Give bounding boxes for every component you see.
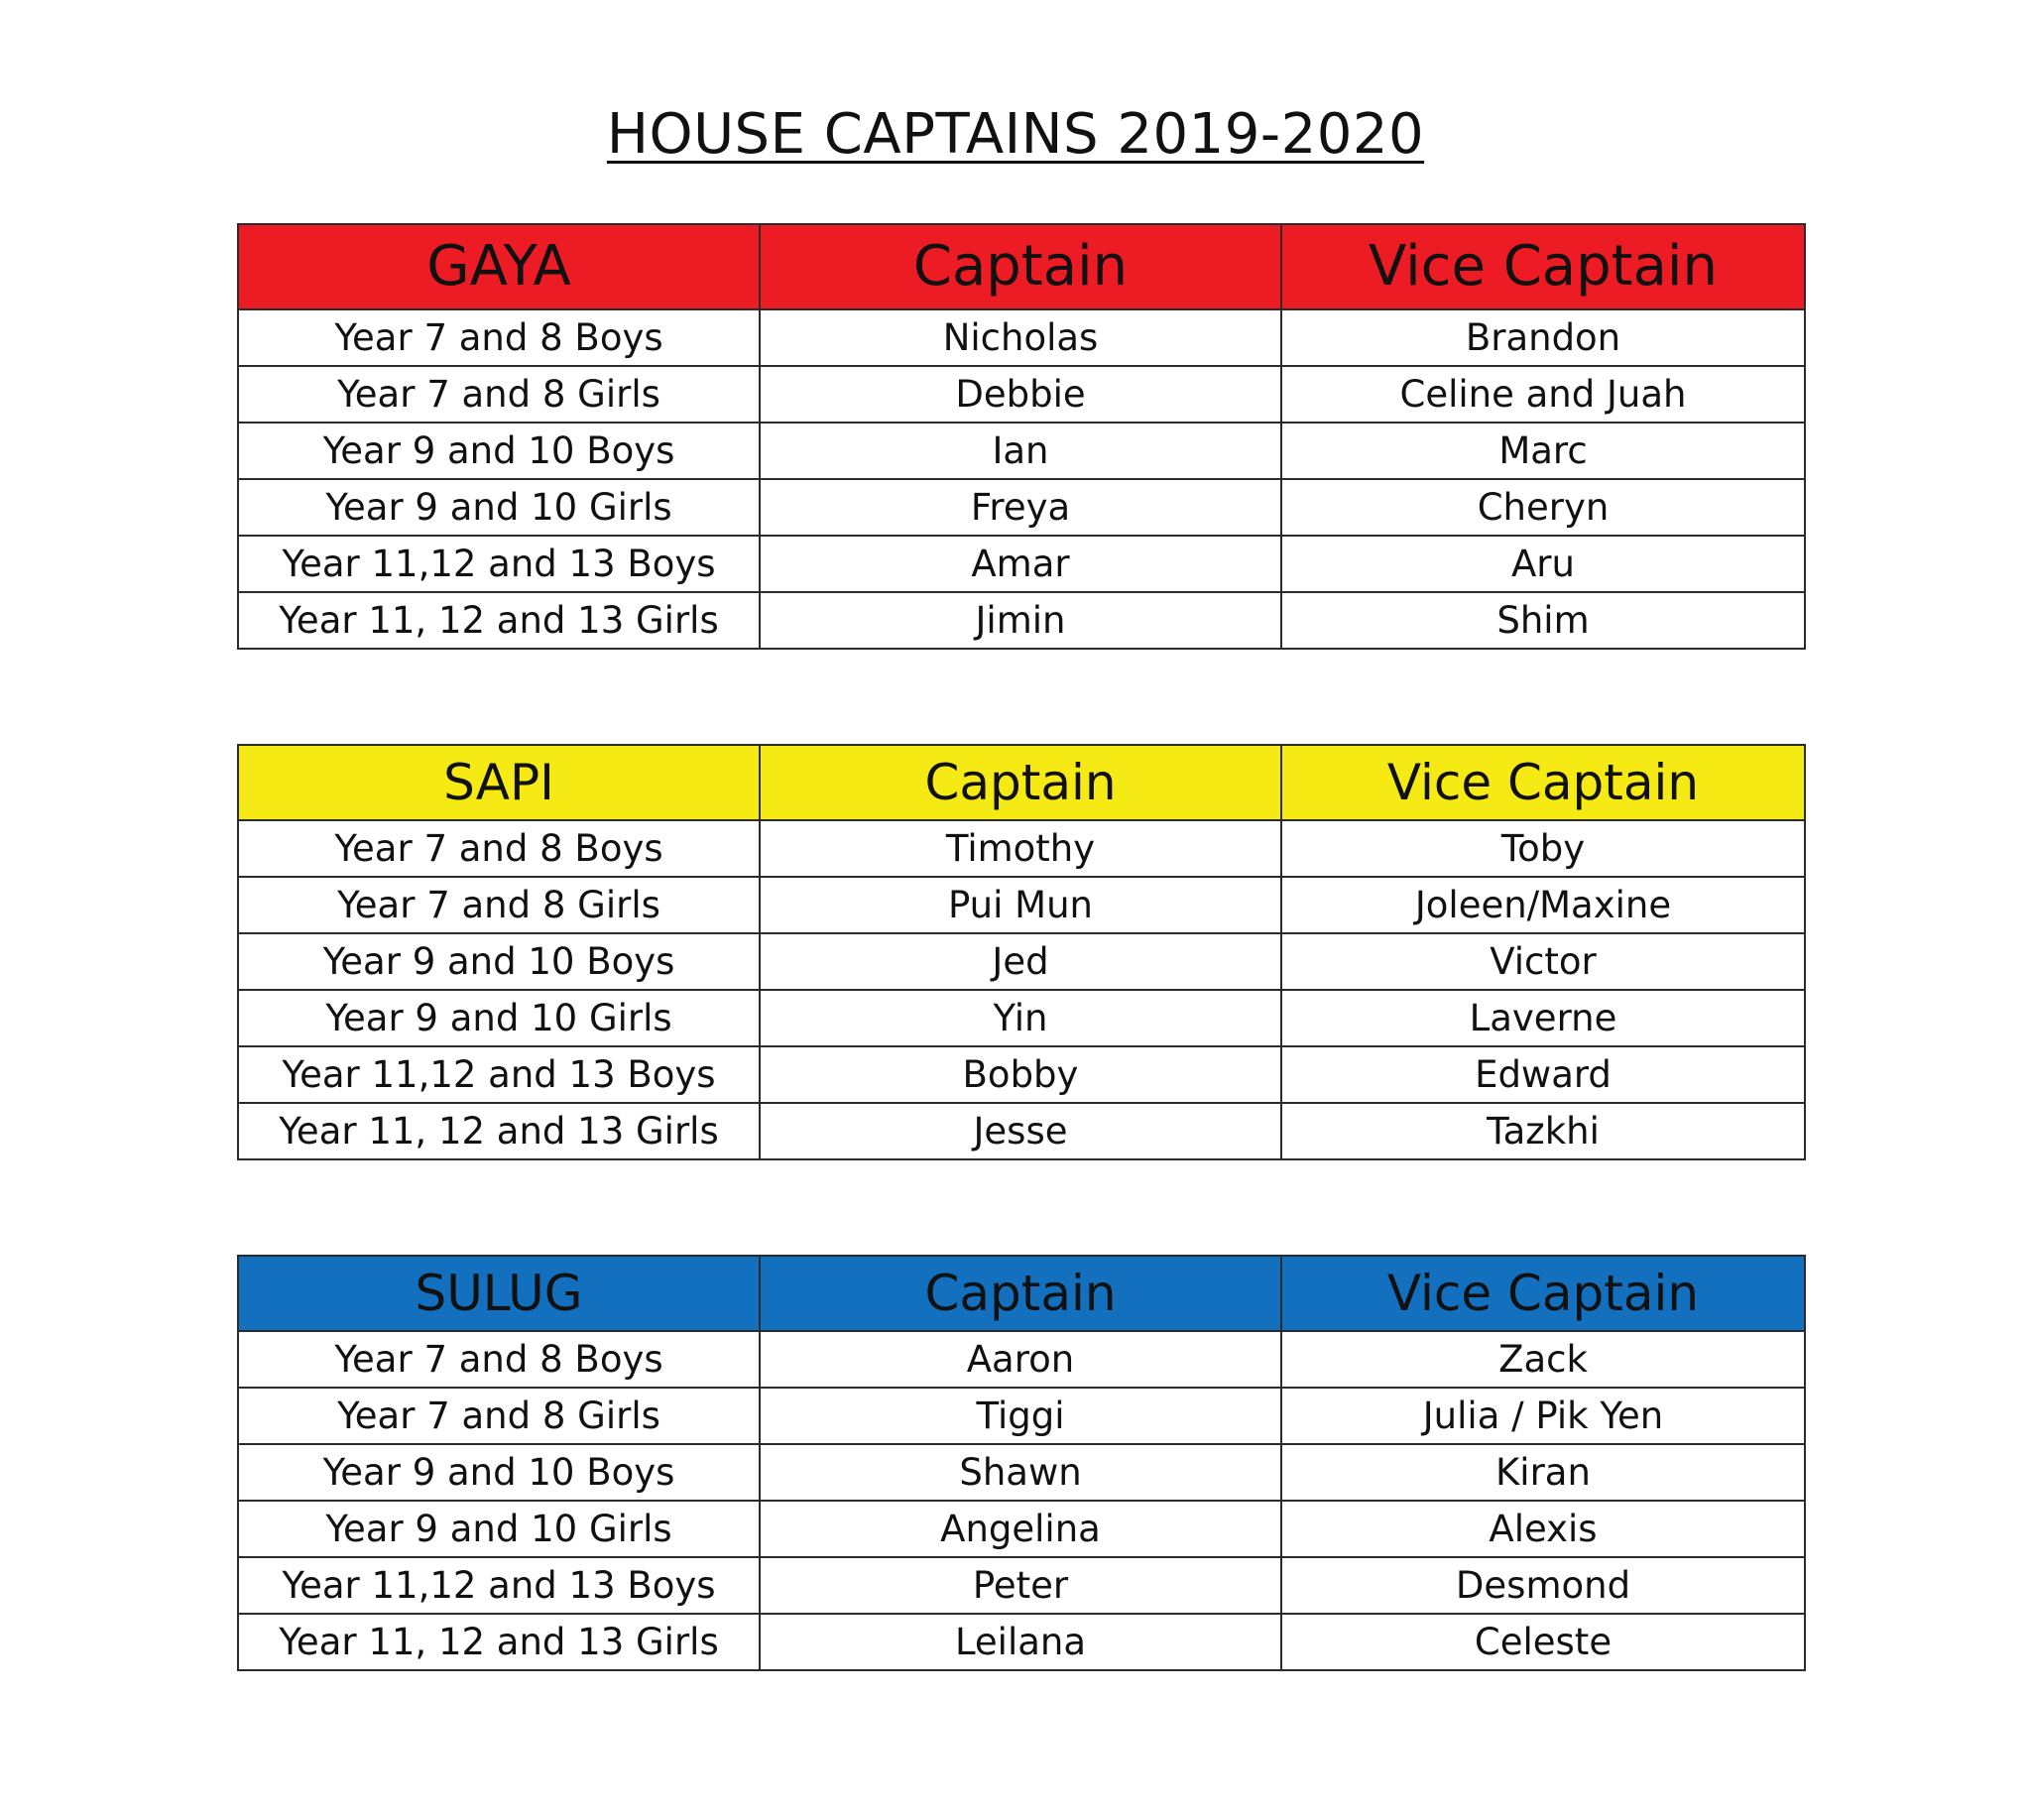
- house-name: SULUG: [238, 1256, 760, 1331]
- table-row: [238, 1557, 1805, 1614]
- vice-captain-cell: Kiran: [1281, 1444, 1805, 1501]
- table-row: [238, 820, 1805, 877]
- table-row: [238, 1046, 1805, 1103]
- vice-captain-cell: Celine and Juah: [1281, 366, 1805, 423]
- vice-captain-cell: Alexis: [1281, 1501, 1805, 1557]
- vice-captain-cell: Marc: [1281, 423, 1805, 479]
- group-cell: Year 9 and 10 Girls: [238, 990, 760, 1046]
- house-table-sulug: [237, 1255, 1806, 1671]
- captain-header: Captain: [760, 745, 1281, 820]
- vice-captain-cell: Shim: [1281, 592, 1805, 649]
- captain-header: Captain: [760, 1256, 1281, 1331]
- table-row: [238, 877, 1805, 933]
- table-row: [238, 933, 1805, 990]
- group-cell: Year 7 and 8 Boys: [238, 820, 760, 877]
- vice-captain-cell: Cheryn: [1281, 479, 1805, 536]
- captain-cell: Aaron: [760, 1331, 1281, 1388]
- vice-captain-cell: Zack: [1281, 1331, 1805, 1388]
- vice-captain-cell: Desmond: [1281, 1557, 1805, 1614]
- page-title: HOUSE CAPTAINS 2019-2020: [606, 102, 1425, 167]
- vice-captain-cell: Brandon: [1281, 309, 1805, 366]
- group-cell: Year 11,12 and 13 Boys: [238, 536, 760, 592]
- group-cell: Year 9 and 10 Girls: [238, 479, 760, 536]
- group-cell: Year 9 and 10 Boys: [238, 1444, 760, 1501]
- table-row: [238, 1614, 1805, 1670]
- vice-captain-cell: Celeste: [1281, 1614, 1805, 1670]
- vice-captain-header: Vice Captain: [1281, 1256, 1805, 1331]
- table-row: [238, 536, 1805, 592]
- group-cell: Year 11, 12 and 13 Girls: [238, 1103, 760, 1159]
- vice-captain-cell: Edward: [1281, 1046, 1805, 1103]
- vice-captain-cell: Joleen/Maxine: [1281, 877, 1805, 933]
- captain-cell: Jesse: [760, 1103, 1281, 1159]
- group-cell: Year 9 and 10 Boys: [238, 423, 760, 479]
- vice-captain-header: Vice Captain: [1281, 224, 1805, 309]
- captain-cell: Ian: [760, 423, 1281, 479]
- table-row: [238, 1444, 1805, 1501]
- group-cell: Year 11,12 and 13 Boys: [238, 1046, 760, 1103]
- captain-header: Captain: [760, 224, 1281, 309]
- captain-cell: Freya: [760, 479, 1281, 536]
- group-cell: Year 7 and 8 Boys: [238, 309, 760, 366]
- captain-cell: Tiggi: [760, 1388, 1281, 1444]
- vice-captain-cell: Laverne: [1281, 990, 1805, 1046]
- vice-captain-cell: Aru: [1281, 536, 1805, 592]
- captain-cell: Pui Mun: [760, 877, 1281, 933]
- captain-cell: Yin: [760, 990, 1281, 1046]
- group-cell: Year 7 and 8 Boys: [238, 1331, 760, 1388]
- house-table-gaya: [237, 223, 1806, 650]
- table-row: [238, 990, 1805, 1046]
- table-row: [238, 1331, 1805, 1388]
- table-row: [238, 479, 1805, 536]
- captain-cell: Shawn: [760, 1444, 1281, 1501]
- house-table-sapi: [237, 744, 1806, 1160]
- captain-cell: Debbie: [760, 366, 1281, 423]
- table-row: [238, 366, 1805, 423]
- captain-cell: Jed: [760, 933, 1281, 990]
- header-row: [238, 1256, 1805, 1331]
- captain-cell: Amar: [760, 536, 1281, 592]
- captain-cell: Angelina: [760, 1501, 1281, 1557]
- group-cell: Year 7 and 8 Girls: [238, 366, 760, 423]
- vice-captain-cell: Victor: [1281, 933, 1805, 990]
- group-cell: Year 7 and 8 Girls: [238, 877, 760, 933]
- captain-cell: Peter: [760, 1557, 1281, 1614]
- table-row: [238, 1388, 1805, 1444]
- group-cell: Year 11, 12 and 13 Girls: [238, 1614, 760, 1670]
- captain-cell: Jimin: [760, 592, 1281, 649]
- group-cell: Year 9 and 10 Boys: [238, 933, 760, 990]
- table-row: [238, 309, 1805, 366]
- header-row: [238, 224, 1805, 309]
- group-cell: Year 11, 12 and 13 Girls: [238, 592, 760, 649]
- captain-cell: Bobby: [760, 1046, 1281, 1103]
- captain-cell: Nicholas: [760, 309, 1281, 366]
- group-cell: Year 11,12 and 13 Boys: [238, 1557, 760, 1614]
- captain-cell: Leilana: [760, 1614, 1281, 1670]
- captain-cell: Timothy: [760, 820, 1281, 877]
- group-cell: Year 9 and 10 Girls: [238, 1501, 760, 1557]
- table-row: [238, 1501, 1805, 1557]
- table-row: [238, 1103, 1805, 1159]
- vice-captain-cell: Julia / Pik Yen: [1281, 1388, 1805, 1444]
- table-row: [238, 592, 1805, 649]
- header-row: [238, 745, 1805, 820]
- vice-captain-cell: Tazkhi: [1281, 1103, 1805, 1159]
- group-cell: Year 7 and 8 Girls: [238, 1388, 760, 1444]
- table-row: [238, 423, 1805, 479]
- vice-captain-header: Vice Captain: [1281, 745, 1805, 820]
- vice-captain-cell: Toby: [1281, 820, 1805, 877]
- house-name: SAPI: [238, 745, 760, 820]
- house-name: GAYA: [238, 224, 760, 309]
